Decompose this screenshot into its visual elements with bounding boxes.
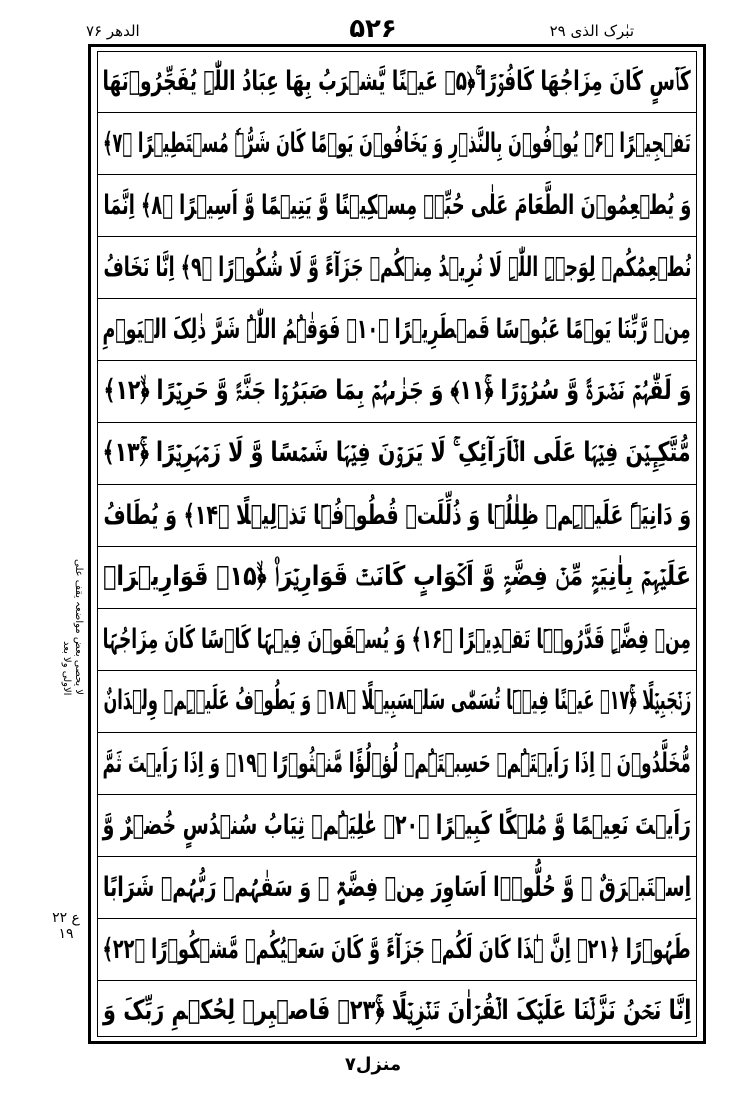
line-text: زَنۡجَبِیۡلًا ﴿ۚ۱۷﴾ عَیۡنًا فِیۡہَا تُسَمّٰی سَلۡسَبِیۡلًا ﴿۱۸﴾ وَ یَطُوۡفُ عَلَیۡہِمۡ وِلۡدَانٌ bbox=[103, 685, 691, 716]
margin-note: لا یحصی بعض مواضعہ یقف علی الاولی ولا بعد bbox=[61, 559, 84, 695]
text-line-10 bbox=[97, 608, 697, 669]
text-line-13 bbox=[97, 794, 697, 855]
text-line-16 bbox=[97, 980, 697, 1041]
text-line-1 bbox=[97, 51, 697, 112]
line-text: نُطۡعِمُکُمۡ لِوَجۡہِ اللّٰہِ لَا نُرِیۡدُ مِنۡکُمۡ جَزَآءً وَّ لَا شُکُوۡرًا ﴿۹﴾ اِنَّا نَخَافُ bbox=[103, 251, 691, 283]
text-line-6 bbox=[97, 360, 697, 421]
ruku-mark: ع ۲۲ ۱۹ bbox=[52, 910, 80, 942]
text-line-12 bbox=[97, 732, 697, 793]
text-line-2 bbox=[97, 112, 697, 173]
line-text: اِسۡتَبۡرَقٌ ۫ وَّ حُلُّوۡۤا اَسَاوِرَ مِنۡ فِضَّۃٍ ۚ وَ سَقٰہُمۡ رَبُّہُمۡ شَرَابًا bbox=[102, 871, 692, 903]
line-text: وَ یُطۡعِمُوۡنَ الطَّعَامَ عَلٰی حُبِّہٖ مِسۡکِیۡنًا وَّ یَتِیۡمًا وَّ اَسِیۡرًا ﴿۸﴾ اِنَّمَا bbox=[103, 189, 691, 221]
line-text: طَہُوۡرًا ﴿۲۱﴾ اِنَّ ہٰذَا کَانَ لَکُمۡ جَزَآءً وَّ کَانَ سَعۡیُکُمۡ مَّشۡکُوۡرًا ﴿۲۲﴾ bbox=[102, 933, 692, 965]
text-line-7 bbox=[97, 422, 697, 483]
manzil-footer: منزل۷ bbox=[344, 1054, 402, 1075]
line-text: اِنَّا نَحۡنُ نَزَّلۡنَا عَلَیۡکَ الۡقُرۡاٰنَ تَنۡزِیۡلًا ﴿ۚ۲۳﴾ فَاصۡبِرۡ لِحُکۡمِ رَبِّکَ وَ bbox=[102, 995, 692, 1026]
text-line-3 bbox=[97, 174, 697, 235]
page-number: ۵۲۶ bbox=[349, 14, 397, 44]
line-text: مُّخَلَّدُوۡنَ ۚ اِذَا رَاَیۡتَہُمۡ حَسِبۡتَہُمۡ لُؤۡلُؤًا مَّنۡثُوۡرًا ﴿۱۹﴾ وَ اِذَا رَاَیۡتَ ثَمَّ bbox=[102, 747, 692, 779]
juz-title: تبٰرک الذی ۲۹ bbox=[549, 22, 634, 40]
text-line-15 bbox=[97, 918, 697, 979]
surah-title: الدھر ۷۶ bbox=[86, 22, 140, 40]
line-text: عَلَیۡہِمۡ بِاٰنِیَۃٍ مِّنۡ فِضَّۃٍ وَّ اَکۡوَابٍ کَانَتۡ قَوَارِیۡرَا۠ ﴿ۙ۱۵﴾ قَوَارِیۡرَا۠ bbox=[102, 561, 692, 592]
line-text: مِنۡ فِضَّۃٍ قَدَّرُوۡہَا تَقۡدِیۡرًا ﴿۱۶﴾ وَ یُسۡقَوۡنَ فِیۡہَا کَاۡسًا کَانَ مِزَاجُہَا bbox=[102, 623, 692, 655]
line-text: کَاۡسٍ کَانَ مِزَاجُھَا کَافُوۡرًا ۚ﴿۵﴾ عَیۡنًا یَّشۡرَبُ بِھَا عِبَادُ اللّٰہِ یُفَجِّرُوۡنَھَا bbox=[102, 65, 692, 97]
line-text: مُّتَّکِـِٕیۡنَ فِیۡہَا عَلَی الۡاَرَآئِکِ ۚ لَا یَرَوۡنَ فِیۡہَا شَمۡسًا وَّ لَا زَمۡہَرِیۡرًا ﴿ۚ۱۳﴾ bbox=[102, 437, 692, 468]
text-line-9 bbox=[97, 546, 697, 607]
line-text: وَ لَقّٰہُمۡ نَضۡرَۃً وَّ سُرُوۡرًا ﴿ۚ۱۱﴾ وَ جَزٰىہُمۡ بِمَا صَبَرُوۡا جَنَّۃً وَّ حَرِیۡرًا ﴿ۙ۱۲﴾ bbox=[103, 375, 691, 406]
text-line-5 bbox=[97, 298, 697, 359]
line-text: رَاَیۡتَ نَعِیۡمًا وَّ مُلۡکًا کَبِیۡرًا ﴿۲۰﴾ عٰلِیَہُمۡ ثِیَابُ سُنۡدُسٍ خُضۡرٌ وَّ bbox=[102, 809, 692, 841]
text-line-4 bbox=[97, 236, 697, 297]
text-line-8 bbox=[97, 484, 697, 545]
line-text: تَفۡجِیۡرًا ﴿۶﴾ یُوۡفُوۡنَ بِالنَّذۡرِ وَ یَخَافُوۡنَ یَوۡمًا کَانَ شَرُّہٗ مُسۡتَطِیۡرًا ﴿۷﴾ bbox=[103, 127, 691, 159]
text-line-11 bbox=[97, 670, 697, 731]
text-line-14 bbox=[97, 856, 697, 917]
line-text: وَ دَانِیَۃً عَلَیۡہِمۡ ظِلٰلُہَا وَ ذُلِّلَتۡ قُطُوۡفُہَا تَذۡلِیۡلًا ﴿۱۴﴾ وَ یُطَافُ bbox=[103, 499, 691, 531]
line-text: مِنۡ رَّبِّنَا یَوۡمًا عَبُوۡسًا قَمۡطَرِیۡرًا ﴿۱۰﴾ فَوَقٰہُمُ اللّٰہُ شَرَّ ذٰلِکَ الۡیَوۡمِ bbox=[102, 313, 692, 345]
